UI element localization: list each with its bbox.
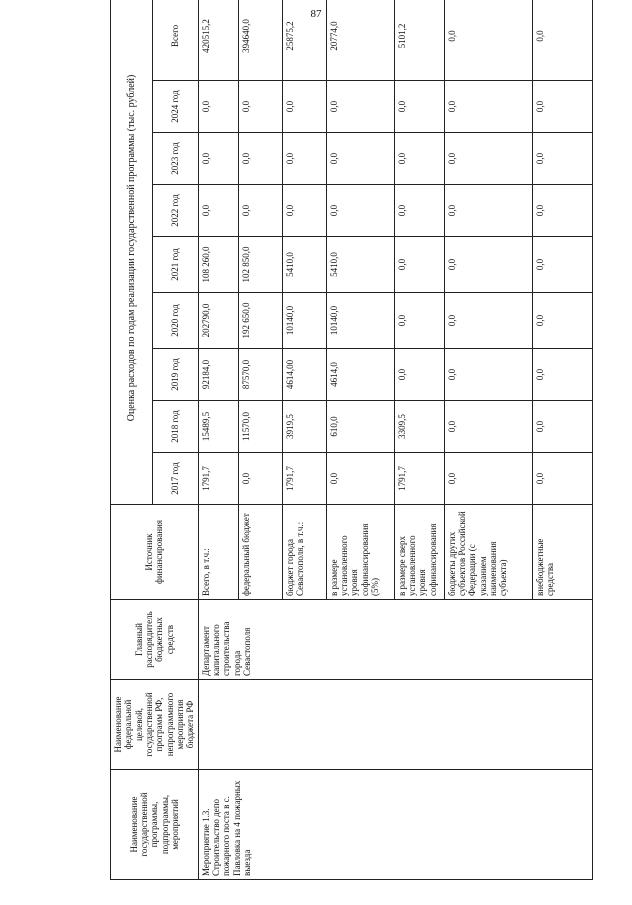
value-cell: 0,0 — [394, 133, 444, 185]
table-row — [198, 0, 238, 880]
value-cell: 0,0 — [532, 237, 592, 293]
header-federal-program: Наименование федеральной целевой, государственной программ РФ, непрограммного мероприятия бюджета РФ — [111, 680, 199, 770]
value-cell: 610,0 — [326, 401, 394, 453]
measure-name-cell: Мероприятие 1.3. Строительство депо пожарного поста в с. Павловка на 4 пожарных выезда — [198, 770, 592, 880]
total-cell: 20774,0 — [326, 0, 394, 81]
value-cell: 0,0 — [326, 185, 394, 237]
value-cell: 0,0 — [238, 185, 282, 237]
value-cell: 5410,0 — [326, 237, 394, 293]
value-cell: 92184,0 — [198, 349, 238, 401]
value-cell: 0,0 — [198, 81, 238, 133]
value-cell: 10140,0 — [282, 293, 326, 349]
value-cell: 11570,0 — [238, 401, 282, 453]
value-cell: 0,0 — [282, 81, 326, 133]
value-cell: 0,0 — [532, 453, 592, 505]
value-cell: 0,0 — [394, 81, 444, 133]
total-cell: 25875,2 — [282, 0, 326, 81]
value-cell: 202790,0 — [198, 293, 238, 349]
source-cell: бюджет города Севастополя, в т.ч.: — [282, 505, 326, 600]
value-cell: 3309,5 — [394, 401, 444, 453]
header-year: 2019 год — [152, 349, 198, 401]
header-year: 2017 год — [152, 453, 198, 505]
value-cell: 0,0 — [532, 133, 592, 185]
value-cell: 1791,7 — [198, 453, 238, 505]
value-cell: 87570,0 — [238, 349, 282, 401]
value-cell: 192 650,0 — [238, 293, 282, 349]
header-year: 2021 год — [152, 237, 198, 293]
value-cell: 0,0 — [394, 185, 444, 237]
value-cell: 0,0 — [238, 453, 282, 505]
total-cell: 0,0 — [532, 0, 592, 81]
header-estimate: Оценка расходов по годам реализации государственной программы (тыс. рублей) — [111, 0, 153, 505]
value-cell: 5410,0 — [282, 237, 326, 293]
value-cell: 1791,7 — [394, 453, 444, 505]
total-cell: 0,0 — [444, 0, 532, 81]
main-manager-cell: Департамент капитального строительства города Севастополя — [198, 600, 592, 680]
header-year: 2018 год — [152, 401, 198, 453]
header-source: Источник финансирования — [111, 505, 199, 600]
federal-program-cell — [198, 680, 592, 770]
value-cell: 15489,5 — [198, 401, 238, 453]
header-total: Всего — [152, 0, 198, 81]
value-cell: 0,0 — [238, 133, 282, 185]
value-cell: 0,0 — [238, 81, 282, 133]
header-year: 2023 год — [152, 133, 198, 185]
value-cell: 0,0 — [444, 349, 532, 401]
value-cell: 0,0 — [532, 81, 592, 133]
value-cell: 0,0 — [282, 185, 326, 237]
value-cell: 0,0 — [444, 453, 532, 505]
value-cell: 0,0 — [326, 453, 394, 505]
value-cell: 4614,00 — [282, 349, 326, 401]
value-cell: 0,0 — [326, 81, 394, 133]
header-year: 2022 год — [152, 185, 198, 237]
total-cell: 5101,2 — [394, 0, 444, 81]
source-cell: федеральный бюджет — [238, 505, 282, 600]
value-cell: 0,0 — [532, 401, 592, 453]
source-cell: внебюджетные средства — [532, 505, 592, 600]
header-program-name: Наименование государственной программы, подпрограммы, мероприятий — [111, 770, 199, 880]
source-cell: Всего, в т.ч.: — [198, 505, 238, 600]
value-cell: 0,0 — [444, 401, 532, 453]
page-number: 87 — [310, 8, 322, 20]
header-year: 2024 год — [152, 81, 198, 133]
source-cell: в размере установленного уровня софинансирования (5%) — [326, 505, 394, 600]
value-cell: 4614,0 — [326, 349, 394, 401]
value-cell: 0,0 — [444, 133, 532, 185]
rotated-table-container — [110, 19, 580, 880]
total-cell: 394640,0 — [238, 0, 282, 81]
value-cell: 0,0 — [444, 293, 532, 349]
value-cell: 0,0 — [394, 237, 444, 293]
value-cell: 0,0 — [444, 237, 532, 293]
value-cell: 0,0 — [532, 293, 592, 349]
value-cell: 0,0 — [444, 185, 532, 237]
value-cell: 0,0 — [444, 81, 532, 133]
source-cell: в размере сверх установленного уровня софинансирования — [394, 505, 444, 600]
value-cell: 0,0 — [282, 133, 326, 185]
budget-table — [110, 0, 593, 880]
source-cell: бюджеты других субъектов Российской Федерации (с указанием наименования субъекта) — [444, 505, 532, 600]
header-year: 2020 год — [152, 293, 198, 349]
value-cell: 10140,0 — [326, 293, 394, 349]
value-cell: 0,0 — [326, 133, 394, 185]
value-cell: 0,0 — [394, 349, 444, 401]
value-cell: 0,0 — [532, 349, 592, 401]
value-cell: 0,0 — [532, 185, 592, 237]
value-cell: 0,0 — [198, 185, 238, 237]
total-cell: 420515,2 — [198, 0, 238, 81]
value-cell: 0,0 — [198, 133, 238, 185]
header-main-manager: Главный распорядитель бюджетных средств — [111, 600, 199, 680]
value-cell: 102 850,0 — [238, 237, 282, 293]
value-cell: 1791,7 — [282, 453, 326, 505]
value-cell: 3919,5 — [282, 401, 326, 453]
value-cell: 0,0 — [394, 293, 444, 349]
value-cell: 108 260,0 — [198, 237, 238, 293]
